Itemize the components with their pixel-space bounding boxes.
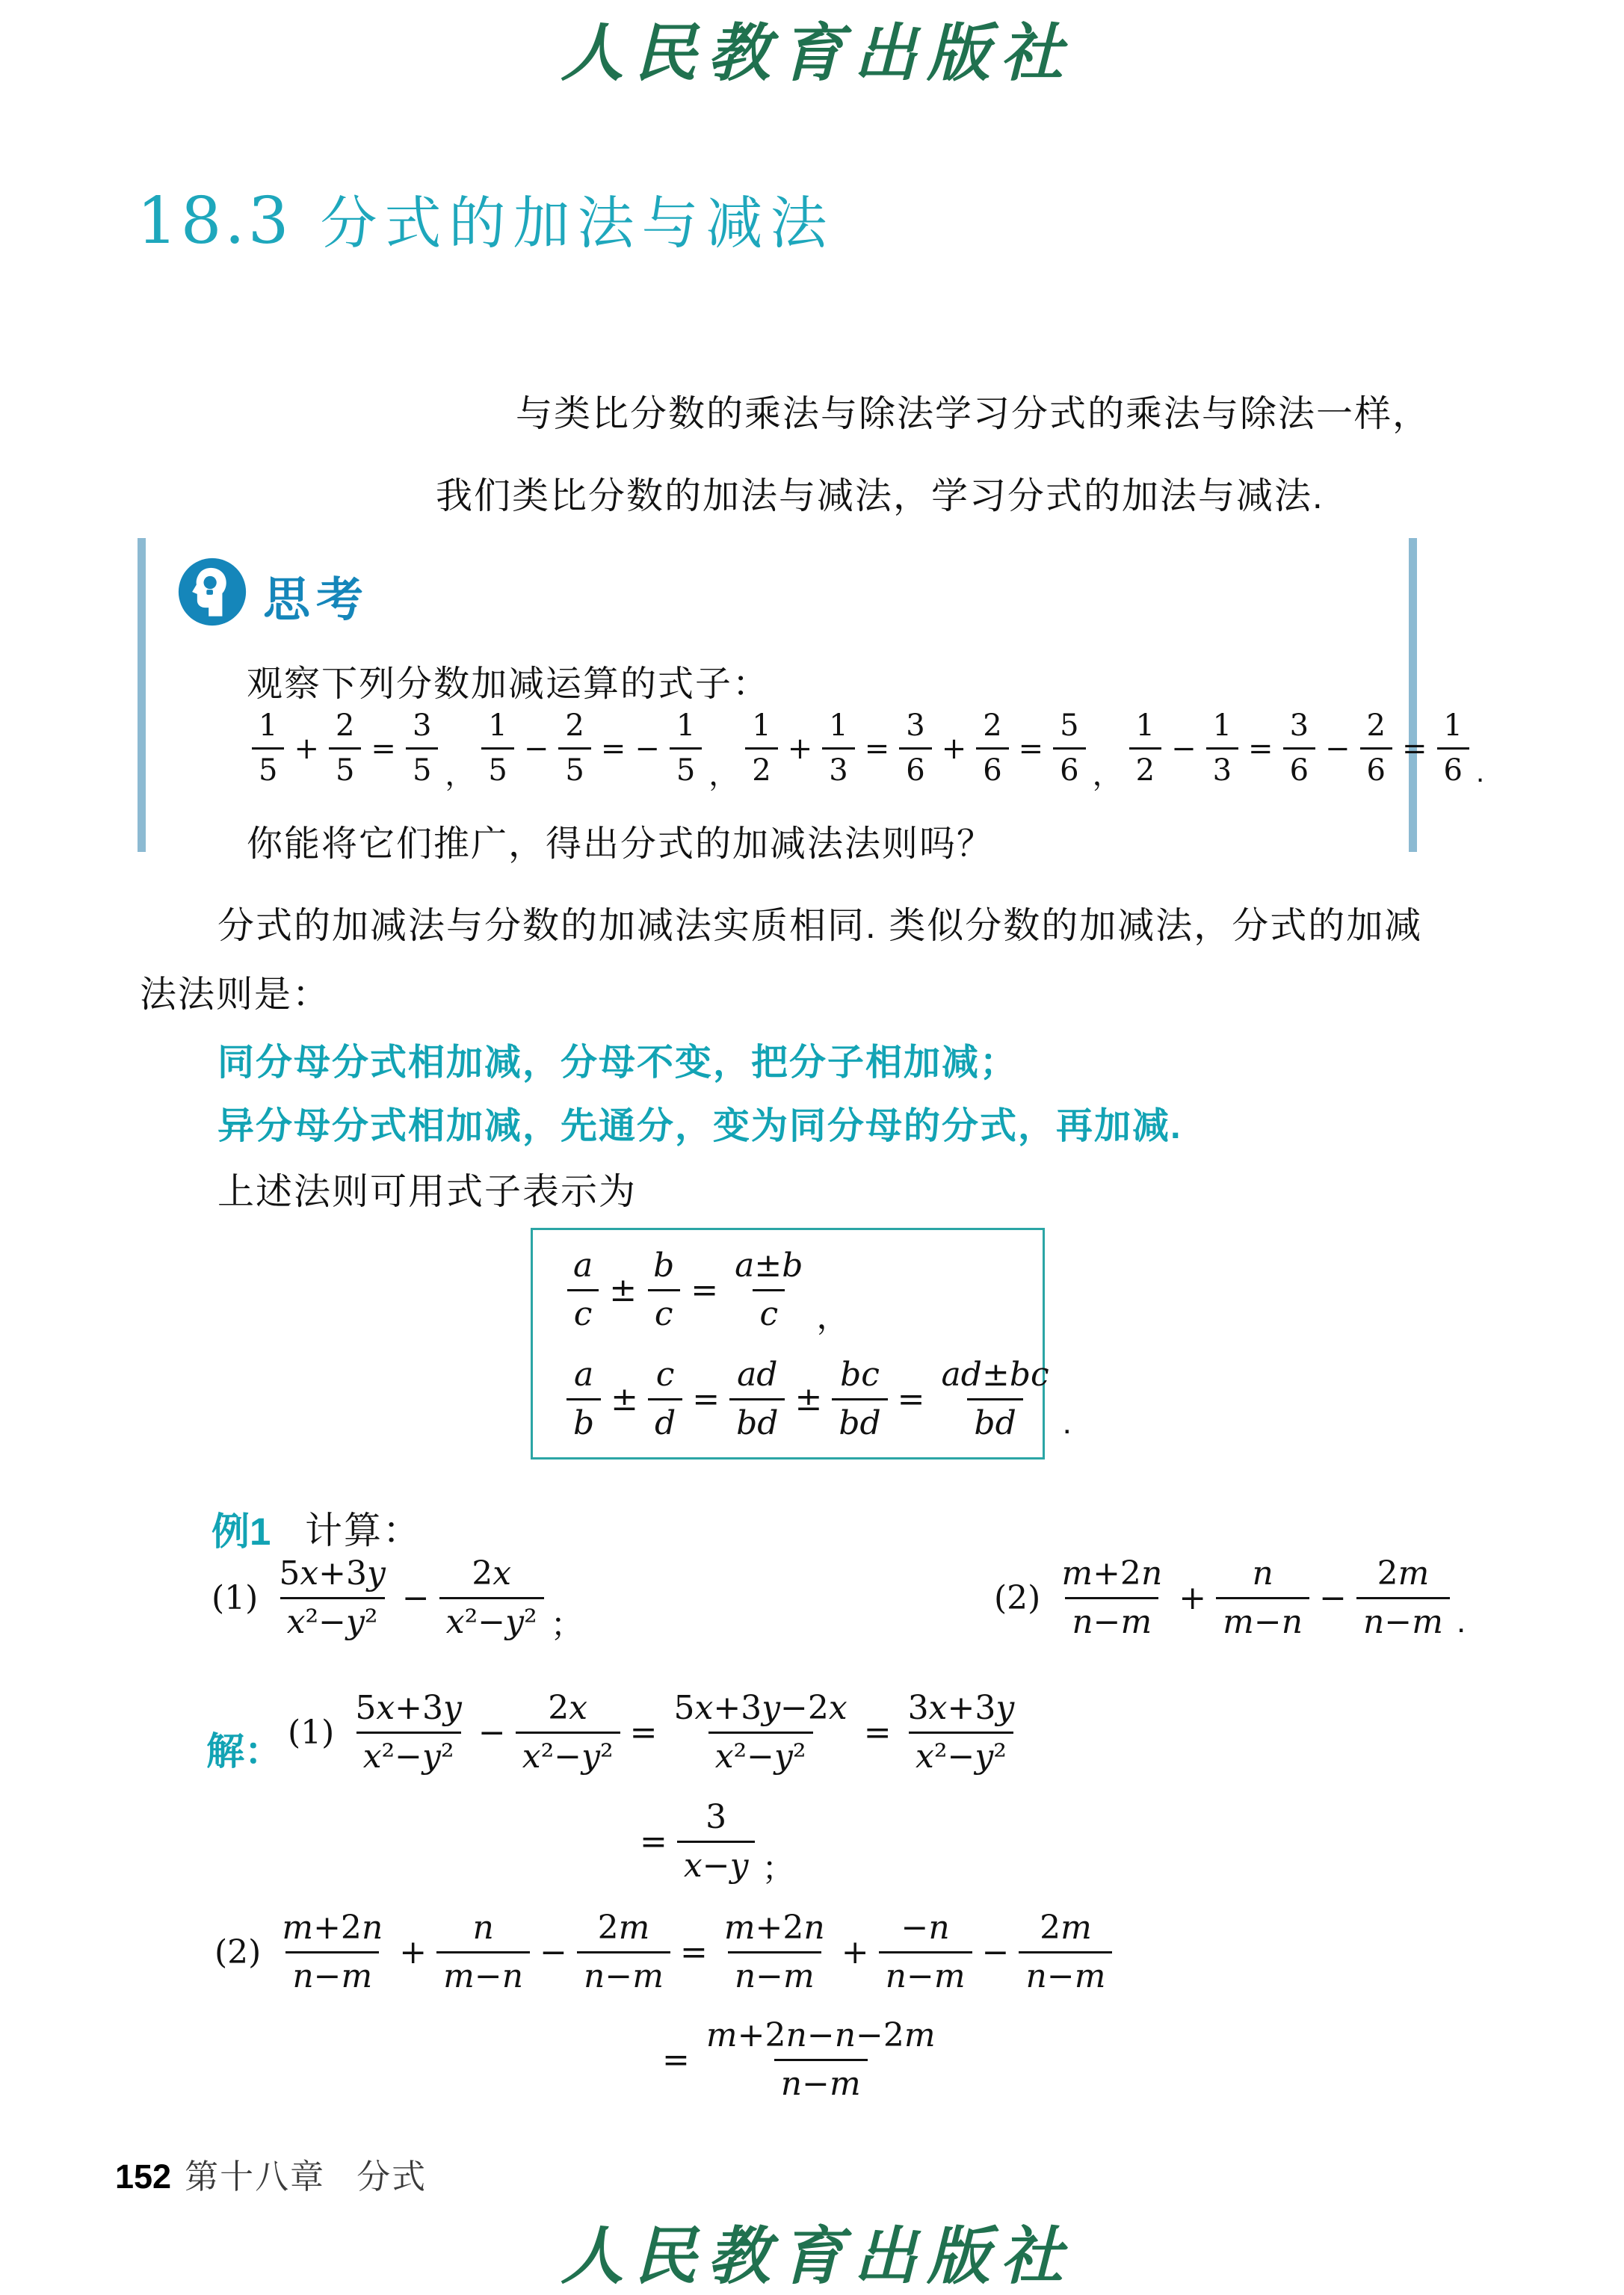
- math-token: $\frac{2x}{\text{x²−y²}}$: [516, 1690, 620, 1774]
- math-token: (2): [214, 1933, 262, 1971]
- math-token: $\frac{ad}{bd}$: [729, 1357, 785, 1441]
- fraction-equations-row: [247, 708, 1486, 792]
- math-token: $\frac{n}{m-n}$: [436, 1910, 530, 1994]
- math-token: =: [691, 1270, 719, 1309]
- math-token: =: [640, 1822, 667, 1861]
- math-token: $\frac{1}{2}$: [1129, 710, 1161, 787]
- math-token: =: [600, 731, 626, 766]
- solution-label: 解：: [206, 1730, 283, 1773]
- math-token: $\frac{2}{6}$: [976, 710, 1008, 787]
- math-token: $\frac{m+2n}{n-m}$: [1061, 1554, 1163, 1641]
- math-token: .: [1456, 1603, 1466, 1640]
- math-token: $\frac{c}{d}$: [648, 1357, 682, 1441]
- math-token: ，: [816, 1299, 850, 1336]
- math-token: $\frac{m+2n}{n-m}$: [723, 1909, 825, 1995]
- math-token: $\frac{2m}{n-m}$: [577, 1910, 670, 1994]
- formula-row-2: [561, 1356, 1072, 1442]
- math-token: $\frac{2}{6}$: [1360, 710, 1392, 787]
- think-box-right-bar: [1409, 538, 1417, 852]
- math-token: −: [540, 1933, 567, 1971]
- math-token: $\frac{1}{3}$: [1206, 710, 1238, 787]
- math-token: =: [1018, 731, 1044, 766]
- math-token: $\frac{5x+3y-2x}{\text{x²−y²}}$: [673, 1689, 847, 1776]
- math-token: $\frac{a}{b}$: [566, 1357, 601, 1441]
- math-token: +: [941, 731, 967, 766]
- body-paragraph-line2: 法法则是：: [140, 974, 331, 1015]
- solution-2-line-1: [214, 1910, 1117, 1994]
- math-token: $\frac{m+2n-n-2m}{n-m}$: [706, 2016, 936, 2103]
- think-question-2: 你能将它们推广，得出分式的加减法法则吗？: [247, 824, 995, 864]
- math-token: $\frac{n}{m-n}$: [1216, 1556, 1309, 1640]
- section-title-text: 分式的加法与减法: [320, 192, 835, 256]
- math-token: =: [679, 1933, 708, 1971]
- math-token: +: [294, 731, 319, 766]
- math-token: +: [787, 731, 813, 766]
- math-token: =: [897, 1380, 925, 1418]
- math-token: $\frac{2x}{\text{x²−y²}}$: [439, 1556, 544, 1640]
- math-token: ；: [550, 1607, 584, 1644]
- math-token: ，: [1092, 759, 1123, 792]
- math-token: −: [401, 1578, 430, 1617]
- math-token: =: [629, 1713, 658, 1752]
- math-token: $\frac{1}{5}$: [670, 710, 702, 787]
- math-token: $\frac{3}{5}$: [406, 710, 438, 787]
- math-token: −: [1319, 1578, 1347, 1617]
- math-token: +: [399, 1933, 427, 1971]
- math-token: −: [635, 731, 660, 766]
- chapter-label: 第十八章: [185, 2157, 326, 2196]
- lead-in-text: 上述法则可用式子表示为: [217, 1172, 637, 1212]
- math-token: $\frac{b}{c}$: [646, 1248, 681, 1332]
- math-token: $\frac{3}{6}$: [1283, 710, 1315, 787]
- math-token: $\frac{1}{2}$: [745, 710, 777, 787]
- math-token: $\frac{-n}{n-m}$: [879, 1910, 972, 1994]
- rule-different-denominator: 异分母分式相加减，先通分，变为同分母的分式，再加减.: [217, 1106, 1182, 1146]
- publisher-watermark-top: 人民教育出版社: [561, 16, 1074, 90]
- math-token: $\frac{1}{3}$: [822, 710, 854, 787]
- math-token: $\frac{2m}{n-m}$: [1019, 1910, 1112, 1994]
- math-token: −: [478, 1713, 506, 1752]
- rule-same-denominator: 同分母分式相加减，分母不变，把分子相加减；: [217, 1043, 1019, 1083]
- math-token: =: [863, 1713, 892, 1752]
- math-token: $\frac{m+2n}{n-m}$: [282, 1909, 383, 1995]
- think-label: 思考: [263, 574, 369, 626]
- math-token: $\frac{ad\pm bc}{bd}$: [941, 1356, 1049, 1442]
- math-token: $\frac{5x+3y}{\text{x²−y²}}$: [355, 1689, 462, 1776]
- math-token: $\frac{1}{5}$: [252, 710, 284, 787]
- math-token: ，: [708, 759, 739, 792]
- intro-line2: 我们类比分数的加法与减法，学习分式的加法与减法.: [436, 476, 1324, 516]
- math-token: =: [371, 731, 396, 766]
- example-problem-1: [212, 1554, 585, 1644]
- math-token: $\frac{3}{6}$: [899, 710, 931, 787]
- math-token: (1): [212, 1578, 259, 1617]
- math-token: −: [1171, 731, 1197, 766]
- intro-line1: 与类比分数的乘法与除法学习分式的乘法与除法一样，: [516, 394, 1431, 434]
- page-number: 152: [115, 2157, 172, 2196]
- example-label: 例1: [212, 1510, 271, 1553]
- math-token: ，: [445, 759, 475, 792]
- example-problem-2: [994, 1556, 1467, 1640]
- math-token: ±: [611, 1380, 639, 1418]
- math-token: $\frac{a}{c}$: [566, 1248, 599, 1332]
- math-token: −: [523, 731, 549, 766]
- math-token: =: [692, 1380, 720, 1418]
- math-token: =: [662, 2040, 690, 2079]
- math-token: $\frac{2m}{n-m}$: [1356, 1556, 1450, 1640]
- publisher-watermark-bottom: 人民教育出版社: [561, 2219, 1074, 2293]
- math-token: $\frac{5}{6}$: [1053, 710, 1085, 787]
- page-footer: [115, 2149, 427, 2198]
- math-token: $\frac{bc}{bd}$: [832, 1357, 887, 1441]
- math-token: ；: [762, 1850, 795, 1888]
- solution-2-line-2: [658, 2018, 948, 2101]
- math-token: =: [1248, 731, 1273, 766]
- section-number: 18.3: [137, 184, 292, 259]
- body-paragraph-line1: 分式的加减法与分数的加减法实质相同. 类似分数的加减法，分式的加减: [217, 906, 1423, 946]
- math-token: =: [864, 731, 890, 766]
- math-token: $\frac{3}{x-y}$: [677, 1800, 756, 1883]
- math-token: +: [1179, 1578, 1207, 1617]
- math-token: $\frac{1}{6}$: [1437, 710, 1469, 787]
- math-token: $\frac{a\pm b}{c}$: [735, 1247, 803, 1333]
- math-token: −: [981, 1933, 1010, 1971]
- solution-1-line-2: [635, 1798, 796, 1888]
- math-token: (1): [288, 1713, 335, 1752]
- math-token: ±: [609, 1270, 637, 1309]
- math-token: $\frac{5x+3y}{\text{x²−y²}}$: [279, 1554, 386, 1641]
- math-token: +: [841, 1933, 869, 1971]
- math-token: ±: [794, 1380, 823, 1418]
- math-token: (2): [994, 1578, 1041, 1617]
- formula-row-1: [561, 1247, 1043, 1336]
- math-token: $\frac{3x+3y}{\text{x²−y²}}$: [907, 1689, 1015, 1776]
- think-box-left-bar: [138, 538, 146, 852]
- math-token: $\frac{2}{5}$: [329, 710, 361, 787]
- math-token: $\frac{1}{5}$: [481, 710, 513, 787]
- think-question-1: 观察下列分数加减运算的式子：: [247, 664, 771, 704]
- example-prompt: 计算：: [305, 1510, 422, 1551]
- section-title: [137, 178, 834, 259]
- formula-box: [531, 1228, 1072, 1460]
- math-token: −: [1325, 731, 1350, 766]
- math-token: =: [1401, 731, 1427, 766]
- think-lightbulb-head-icon: [176, 556, 248, 628]
- solution-1-line-1: [288, 1690, 1026, 1774]
- math-token: .: [1062, 1404, 1072, 1442]
- chapter-title: 分式: [356, 2157, 427, 2196]
- math-token: $\frac{2}{5}$: [558, 710, 590, 787]
- math-token: .: [1475, 756, 1485, 789]
